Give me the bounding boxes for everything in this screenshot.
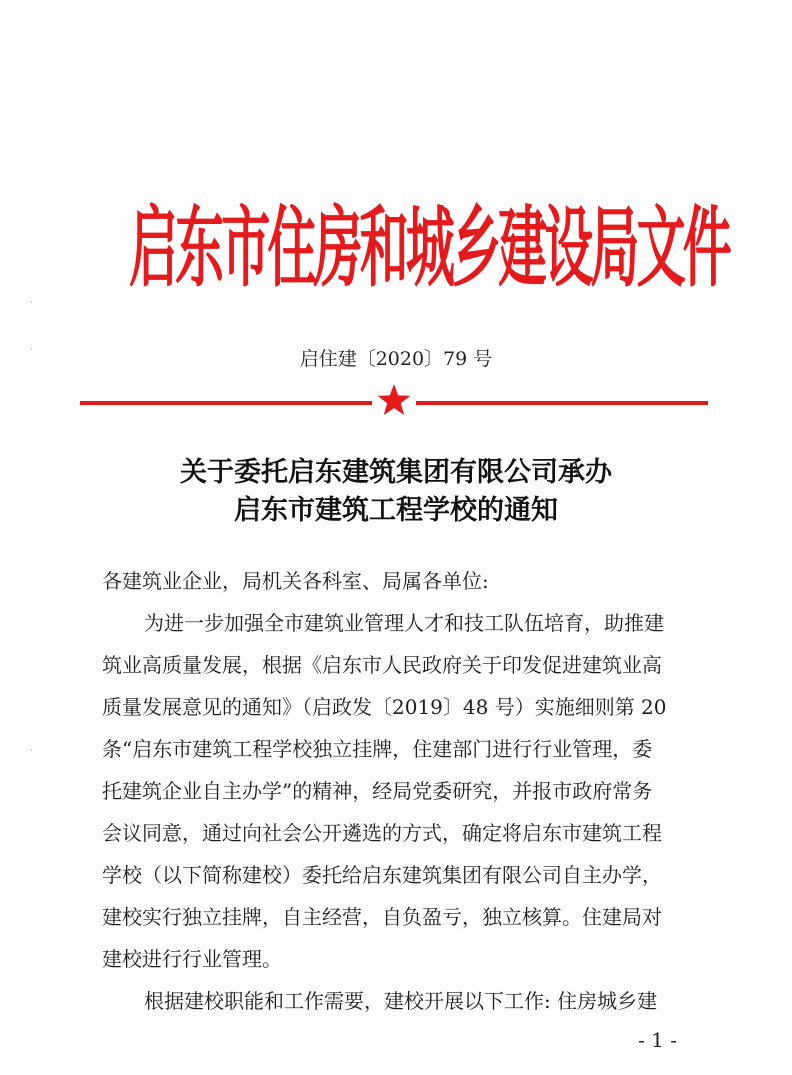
body-line: 托建筑企业自主办学”的精神，经局党委研究，并报市政府常务	[102, 779, 653, 803]
body-line: 根据建校职能和工作需要，建校开展以下工作: 住房城乡建	[144, 989, 658, 1013]
body-line: 筑业高质量发展，根据《启东市人民政府关于印发促进建筑业高	[102, 653, 662, 677]
body-line: 学校（以下简称建校）委托给启东建筑集团有限公司自主办学，	[102, 863, 662, 887]
body-line: 条“启东市建筑工程学校独立挂牌，住建部门进行行业管理，委	[102, 737, 653, 761]
notice-title-line-2: 启东市建筑工程学校的通知	[234, 495, 558, 526]
scan-speck: ·	[30, 345, 33, 355]
document-number: 启住建〔2020〕79 号	[299, 348, 493, 370]
body-line: 建校实行独立挂牌，自主经营，自负盈亏，独立核算。住建局对	[102, 905, 662, 929]
body-line: 建校进行行业管理。	[102, 947, 282, 971]
red-star-icon	[376, 382, 412, 418]
scan-speck: ·	[30, 746, 33, 756]
divider-line-right	[416, 401, 708, 405]
body-line: 为进一步加强全市建筑业管理人才和技工队伍培育，助推建	[144, 611, 664, 635]
scan-speck: ·	[30, 298, 33, 308]
red-divider	[80, 396, 708, 410]
divider-line-left	[80, 401, 372, 405]
page-number: - 1 -	[638, 1028, 677, 1052]
body-line: 会议同意，通过向社会公开遴选的方式，确定将启东市建筑工程	[102, 821, 662, 845]
issuing-authority-header: 启东市住房和城乡建设局文件	[129, 196, 729, 300]
salutation: 各建筑业企业，局机关各科室、局属各单位:	[102, 569, 489, 593]
body-line: 质量发展意见的通知》（启政发〔2019〕48 号）实施细则第 20	[102, 695, 667, 719]
notice-title-line-1: 关于委托启东建筑集团有限公司承办	[180, 457, 612, 488]
